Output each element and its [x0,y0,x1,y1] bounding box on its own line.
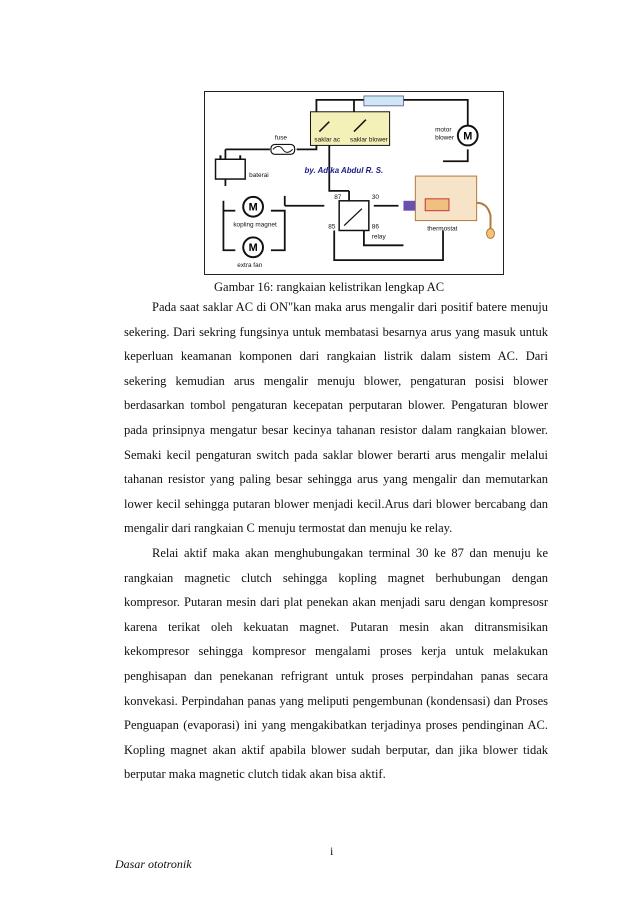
wiring-diagram [205,92,503,274]
wiring-diagram-figure [204,91,504,275]
terminal-87: 87 [334,193,342,201]
author-signature: by. Adika Abdul R. S. [304,166,384,176]
terminal-85: 85 [328,223,336,231]
fuse-icon [271,144,295,154]
paragraph: Pada saat saklar AC di ON"kan maka arus mengalir dari positif batere menuju sekering. Dari sekring fungsinya untuk membatasi besarnya arus yang masuk untuk keperluan keamanan komponen dari rangkaian listrik dalam sistem AC. Dari sekering kemudian arus mengalir menuju blower, pengaturan posisi blower berdasarkan tombol pengaturan kecepatan perputaran blower. Pengaturan blower pada prinsipnya mengatur besar kecinya tahanan resistor dalam rangkaian blower. Semaki kecil pengaturan switch pada saklar blower berarti arus mengalir melalui tahanan resistor yang paling besar sehingga arus yang mengalir dan memutarkan lower kecil sehingga putaran blower menjadi kecil.Arus dari blower bercabang dan mengalir dari rangkaian C menuju termostat dan menuju ke relay. [124,300,548,536]
fuse-label: fuse [274,134,287,142]
relay-label: relay [371,233,386,241]
battery-label: baterai [249,172,269,180]
motor-blower-label: motor [435,126,452,134]
wire [271,211,285,251]
battery-icon [216,155,246,179]
saklar-blower-label: saklar blower [350,136,388,144]
page-number: i [330,844,334,858]
paragraph: Relai aktif maka akan menghubungakan terminal 30 ke 87 dan menuju ke rangkaian magnetic clutch sehingga kopling magnet berhubungan dengan kompresor. Putaran mesin dari plat penekan akan menjadi saru dengan kompresosr karena terikat oleh kekuatan magnet. Putaran mesin akan ditransmisikan kekompresor sehingga kompresor mengalami proses kerja untuk melakukan penghisapan dan penekanan refrigrant untuk proses perpindahan panas secara konvekasi. Perpindahan panas yang meliputi pengembunan (kondensasi) dan Proses Penguapan (evaporasi) ini yang mengakibatkan terjadinya proses pendinginan AC. Kopling magnet akan aktif apabila blower sudah berputar, dan jika blower tidak berputar maka magnetic clutch tidak akan bisa aktif. [124,545,548,782]
kopling-magnet-label: kopling magnet [233,221,277,229]
motor-blower-label-2: blower [435,134,454,142]
motor-symbol: M [463,130,473,143]
body-text [124,295,548,787]
saklar-ac-label: saklar ac [314,136,341,144]
wire [443,149,468,161]
terminal-30: 30 [371,193,379,201]
motor-symbol: M [248,242,258,255]
footer-text: Dasar ototronik [115,857,192,871]
terminal-86: 86 [371,223,379,231]
figure-caption: Gambar 16: rangkaian kelistrikan lengkap AC [214,280,445,294]
extra-fan-label: extra fan [237,262,263,270]
thermostat-label: thermostat [427,225,458,233]
motor-symbol: M [248,201,258,214]
blower-resistor-icon [364,96,404,106]
